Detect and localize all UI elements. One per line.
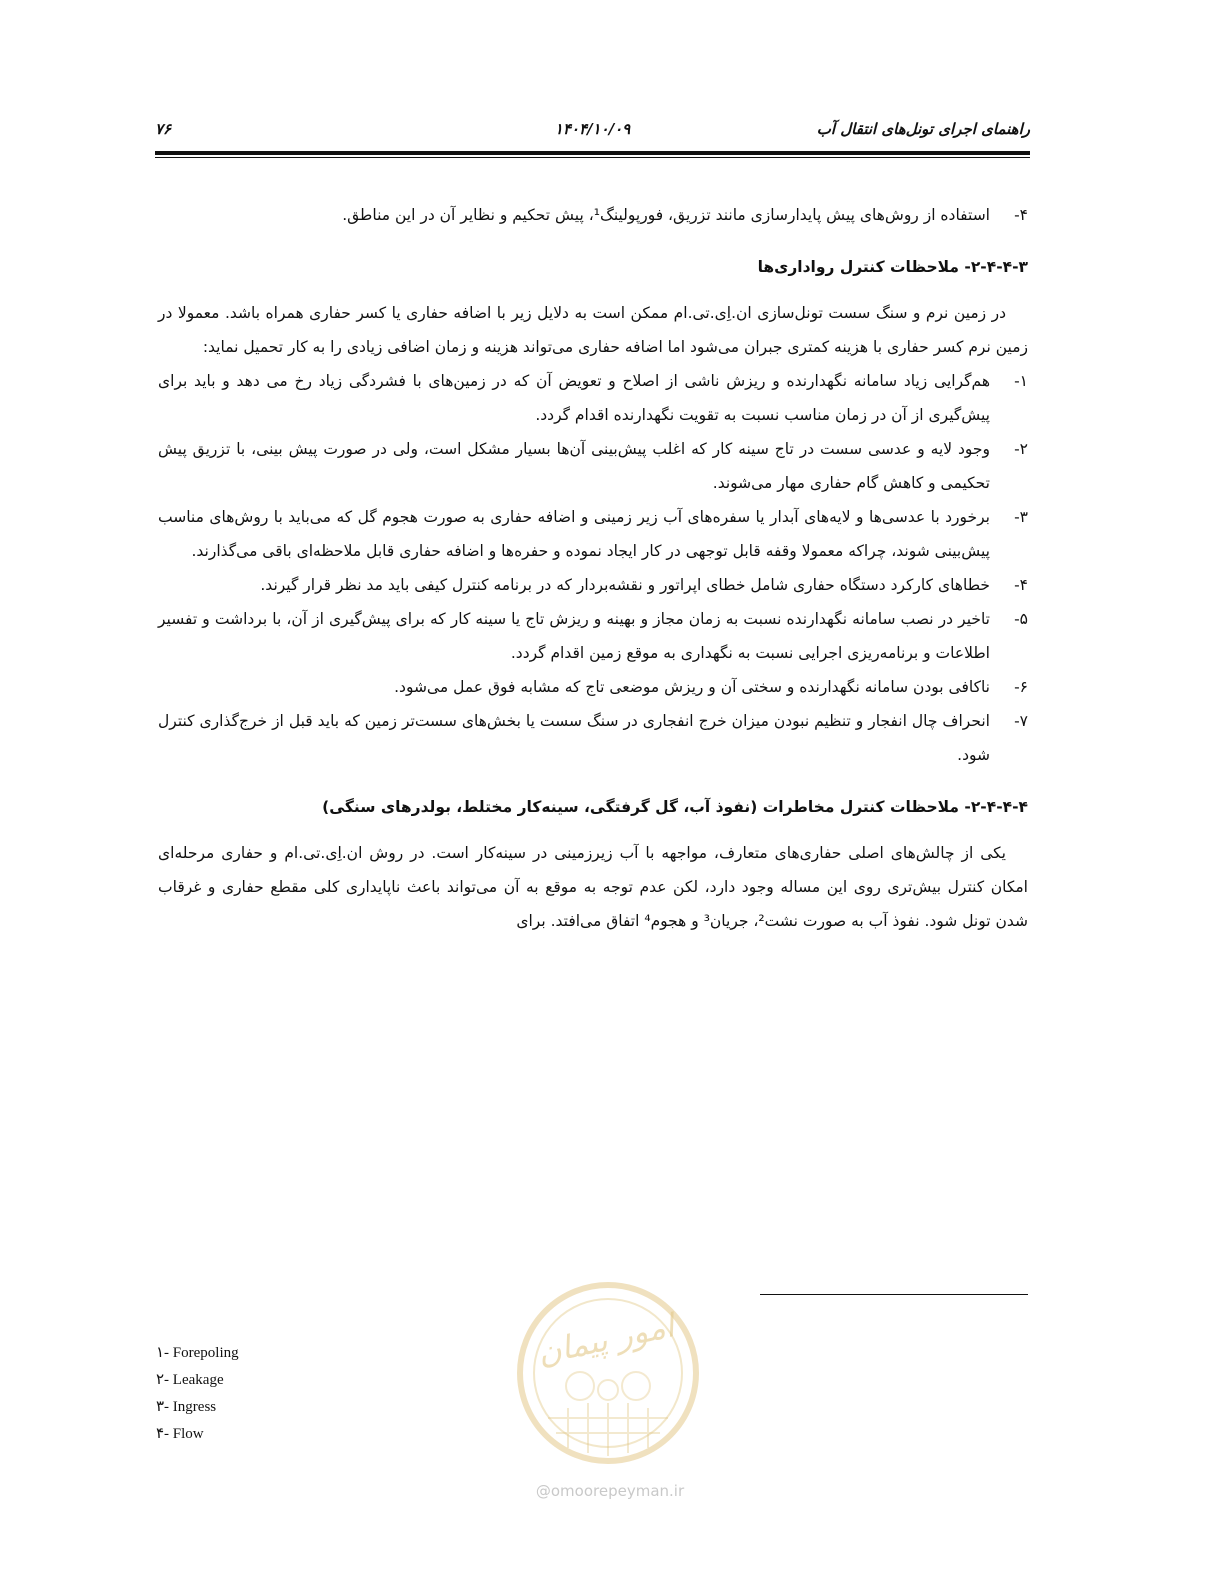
list-item-text: هم‌گرایی زیاد سامانه نگهدارنده و ریزش ناشی از اصلاح و تعویض آن که در زمین‌های با فشردگی زیاد رخ می دهد و باید برای پیش‌گیری از آن در زمان مناسب نسبت به تقویت نگهدارنده اقدام گردد. xyxy=(158,372,990,424)
list-item-number: ۶- xyxy=(1014,678,1028,696)
footnote: ۲- Leakage xyxy=(156,1372,224,1388)
header-date: ۱۴۰۴/۱۰/۰۹ xyxy=(554,120,631,138)
list-item xyxy=(158,670,1028,704)
list-item-text: وجود لایه و عدسی سست در تاج سینه کار که اغلب پیش‌بینی آن‌ها بسیار مشکل است، ولی در صورت پیش بینی، با تزریق پیش تحکیمی و کاهش گام حفاری مهار می‌شوند. xyxy=(158,440,990,492)
section-heading: ۲-۴-۴-۳- ملاحظات کنترل رواداری‌ها xyxy=(757,258,1028,276)
watermark-url: @omoorepeyman.ir xyxy=(535,1482,685,1500)
list-item-number: ۴- xyxy=(1014,576,1028,594)
section-intro-paragraph: در زمین نرم و سنگ سست تونل‌سازی ان.اِی.تی.ام ممکن است به دلایل زیر با اضافه حفاری یا کسر حفاری همراه باشد. معمولا در زمین نرم کسر حفاری با هزینه کمتری جبران می‌شود اما اضافه حفاری می‌تواند هزینه و زمان اضافی زیادی را به کار تحمیل نماید: xyxy=(158,304,1028,356)
list-item-text: استفاده از روش‌های پیش پایدارسازی مانند تزریق، فورپولینگ¹، پیش تحکیم و نظایر آن در این مناطق. xyxy=(342,206,990,224)
footnote: ۴- Flow xyxy=(156,1426,204,1442)
section-paragraph: یکی از چالش‌های اصلی حفاری‌های متعارف، مواجهه با آب زیرزمینی در سینه‌کار است. در روش ان.اِی.تی.ام و حفاری مرحله‌ای امکان کنترل بیش‌تری روی این مساله وجود دارد، لکن عدم توجه به موقع به آن می‌تواند باعث ناپایداری کلی مقطع حفاری و غرقاب شدن تونل شود. نفوذ آب به صورت نشت²، جریان³ و هجوم⁴ اتفاق می‌افتد. برای xyxy=(158,844,1028,930)
list-item xyxy=(158,364,1028,432)
list-item xyxy=(158,568,1028,602)
list-item-number: ۳- xyxy=(1014,508,1028,526)
list-item xyxy=(158,432,1028,500)
header-rule-thin xyxy=(155,157,1030,158)
footnote: ۱- Forepoling xyxy=(156,1345,239,1361)
body-content xyxy=(158,198,1028,938)
footnote-separator xyxy=(760,1294,1028,1295)
section-heading: ۲-۴-۴-۴- ملاحظات کنترل مخاطرات (نفوذ آب، گل گرفتگی، سینه‌کار مختلط، بولدرهای سنگی) xyxy=(322,798,1028,816)
list-item xyxy=(158,704,1028,772)
header-rule-thick xyxy=(155,151,1030,155)
list-item-number: ۵- xyxy=(1014,610,1028,628)
list-item-text: انحراف چال انفجار و تنظیم نبودن میزان خرج انفجاری در سنگ سست یا بخش‌های سست‌تر زمین که باید قبل از خرج‌گذاری کنترل شود. xyxy=(158,712,990,764)
list-item xyxy=(158,198,1028,232)
header-title: راهنمای اجرای تونل‌های انتقال آب xyxy=(816,120,1030,138)
page-number: ۷۶ xyxy=(155,120,172,138)
footnote: ۳- Ingress xyxy=(156,1399,217,1415)
page-header xyxy=(155,120,1030,142)
list-item-text: تاخیر در نصب سامانه نگهدارنده نسبت به زمان مجاز و بهینه و ریزش تاج یا سینه کار که برای پیش‌گیری از آن، با برداشت و تفسیر اطلاعات و برنامه‌ریزی اجرایی نسبت به نگهداری به موقع زمین اقدام گردد. xyxy=(158,610,990,662)
watermark-text: امور پیمان xyxy=(534,1306,678,1373)
footnotes xyxy=(156,1340,239,1448)
list-item-number: ۴- xyxy=(1014,206,1028,224)
list-item-number: ۷- xyxy=(1014,712,1028,730)
watermark-logo xyxy=(508,1268,708,1478)
list-item-number: ۱- xyxy=(1014,372,1028,390)
list-item xyxy=(158,500,1028,568)
list-item xyxy=(158,602,1028,670)
list-item-text: ناکافی بودن سامانه نگهدارنده و سختی آن و ریزش موضعی تاج که مشابه فوق عمل می‌شود. xyxy=(394,678,990,696)
list-item-number: ۲- xyxy=(1014,440,1028,458)
list-item-text: برخورد با عدسی‌ها و لایه‌های آبدار یا سفره‌های آب زیر زمینی و اضافه حفاری به صورت هجوم گل که می‌باید با روش‌های مناسب پیش‌بینی شوند، چراکه معمولا وقفه قابل توجهی در کار ایجاد نموده و حفره‌ها و اضافه حفاری قابل ملاحظه‌ای باقی می‌گذارند. xyxy=(158,508,990,560)
list-item-text: خطاهای کارکرد دستگاه حفاری شامل خطای اپراتور و نقشه‌بردار که در برنامه کنترل کیفی باید مد نظر قرار گیرند. xyxy=(260,576,990,594)
